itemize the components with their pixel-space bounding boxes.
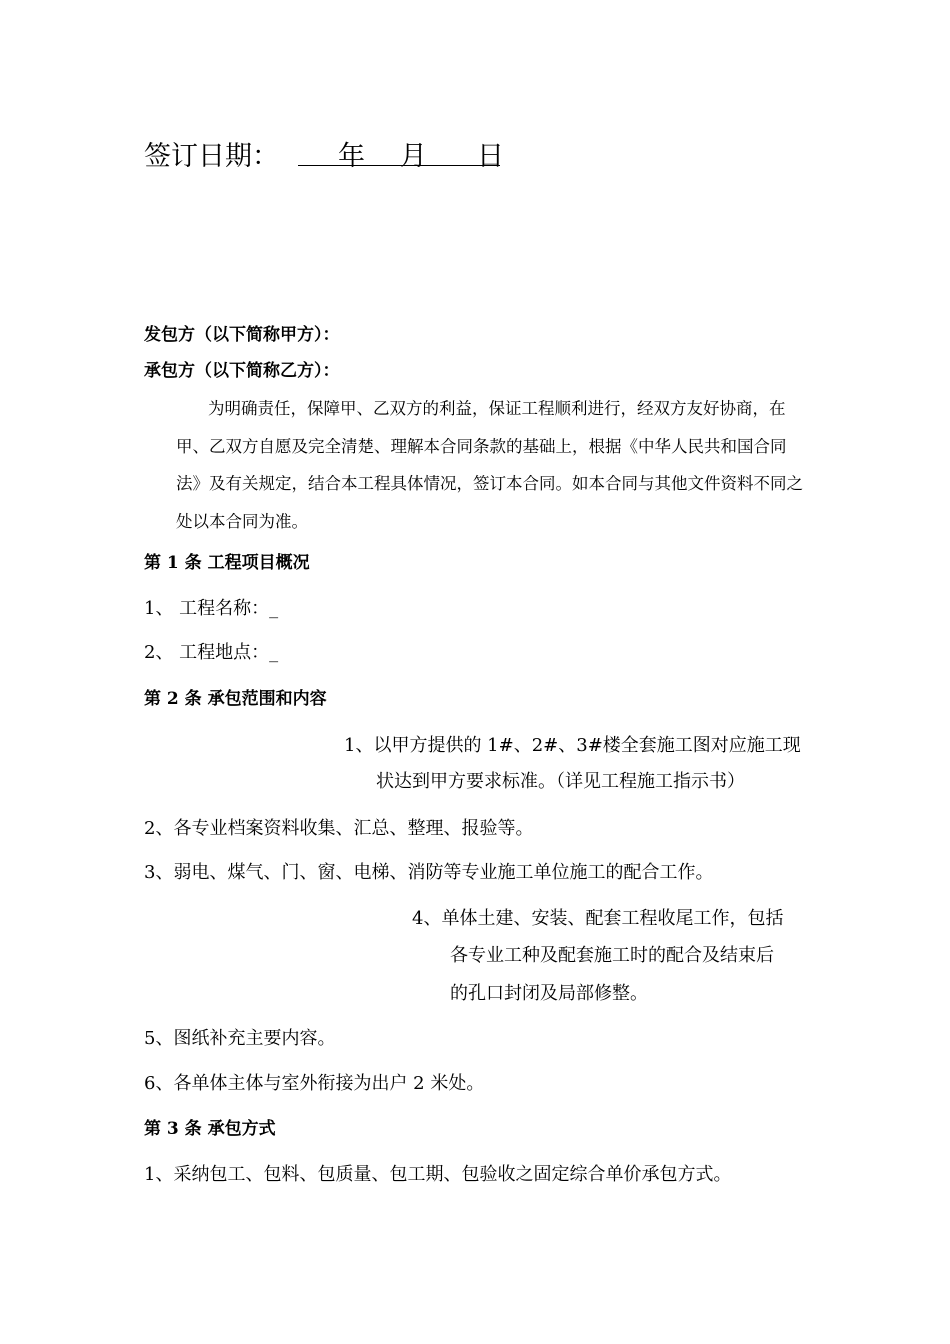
article-2-item-4-line-2: 各专业工种及配套施工时的配合及结束后 — [450, 945, 774, 966]
article-2-item-2: 2、各专业档案资料收集、汇总、整理、报验等。 — [144, 818, 534, 839]
article-3-title: 第 3 条 承包方式 — [144, 1119, 276, 1139]
article-2-item-1-line-2: 状达到甲方要求标准。（详见工程施工指示书） — [376, 771, 745, 792]
article-3-item-1: 1、采纳包工、包料、包质量、包工期、包验收之固定综合单价承包方式。 — [144, 1164, 732, 1185]
party-b-line: 承包方（以下简称乙方）： — [144, 361, 340, 381]
date-year-label: 年 — [338, 141, 365, 172]
article-2-item-4-line-1: 4、单体土建、安装、配套工程收尾工作，包括 — [412, 908, 784, 929]
date-month-label: 月 — [400, 141, 427, 172]
intro-text: 为明确责任，保障甲、乙双方的利益，保证工程顺利进行，经双方友好协商，在甲、乙双方自愿及完全清楚、理解本合同条款的基础上，根据《中华人民共和国合同法》及有关规定，结合本工程具体情况，签订本合同。如本合同与其他文件资料不同之处以本合同为准。 — [176, 399, 803, 531]
date-day-label: 日 — [477, 141, 504, 172]
article-1-item-2: 2、 工程地点：_ — [144, 642, 279, 663]
article-1-item-1: 1、 工程名称：_ — [144, 598, 279, 619]
sign-date-label: 签订日期： — [144, 141, 279, 172]
intro-paragraph — [176, 390, 808, 540]
party-a-line: 发包方（以下简称甲方）： — [144, 325, 340, 345]
article-2-title: 第 2 条 承包范围和内容 — [144, 689, 327, 709]
article-2-item-5: 5、图纸补充主要内容。 — [144, 1028, 336, 1049]
article-2-item-1-line-1: 1、以甲方提供的 1#、2#、3#楼全套施工图对应施工现 — [344, 735, 801, 756]
article-2-item-4-line-3: 的孔口封闭及局部修整。 — [450, 983, 648, 1004]
article-2-item-6: 6、各单体主体与室外衔接为出户 2 米处。 — [144, 1073, 485, 1094]
article-1-title: 第 1 条 工程项目概况 — [144, 553, 310, 573]
article-2-item-3: 3、弱电、煤气、门、窗、电梯、消防等专业施工单位施工的配合工作。 — [144, 862, 714, 883]
date-underline — [298, 165, 500, 166]
